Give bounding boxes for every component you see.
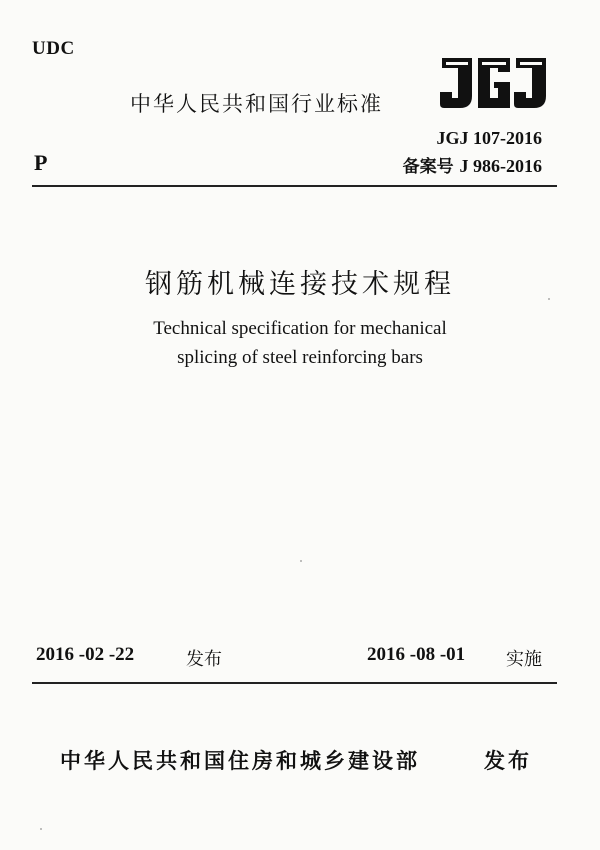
implement-date: 2016 -08 -01 bbox=[367, 644, 466, 665]
jgj-logo bbox=[438, 52, 550, 114]
record-number: J 986-2016 bbox=[459, 156, 542, 176]
implement-label: 实施 bbox=[506, 649, 542, 670]
scan-speck bbox=[548, 298, 550, 300]
title-english-line-2: splicing of steel reinforcing bars bbox=[177, 347, 423, 368]
top-divider bbox=[32, 185, 557, 187]
scan-speck bbox=[300, 560, 302, 562]
issuer-label: 发布 bbox=[484, 749, 532, 773]
bottom-divider bbox=[32, 682, 557, 684]
issue-date: 2016 -02 -22 bbox=[36, 644, 135, 665]
classification-letter: P bbox=[34, 150, 48, 175]
jgj-logo-icon bbox=[438, 52, 550, 114]
scan-speck bbox=[40, 828, 42, 830]
title-chinese: 钢筋机械连接技术规程 bbox=[145, 269, 455, 300]
standard-code: JGJ 107-2016 bbox=[436, 128, 542, 148]
record-prefix: 备案号 bbox=[402, 157, 454, 177]
standard-category: 中华人民共和国行业标准 bbox=[130, 92, 383, 116]
issuing-authority: 中华人民共和国住房和城乡建设部 bbox=[60, 749, 420, 773]
issue-label: 发布 bbox=[186, 649, 222, 670]
udc-label: UDC bbox=[32, 38, 75, 59]
record-number-line bbox=[403, 152, 542, 177]
title-english bbox=[0, 314, 600, 372]
title-english-line-1: Technical specification for mechanical bbox=[153, 318, 447, 339]
